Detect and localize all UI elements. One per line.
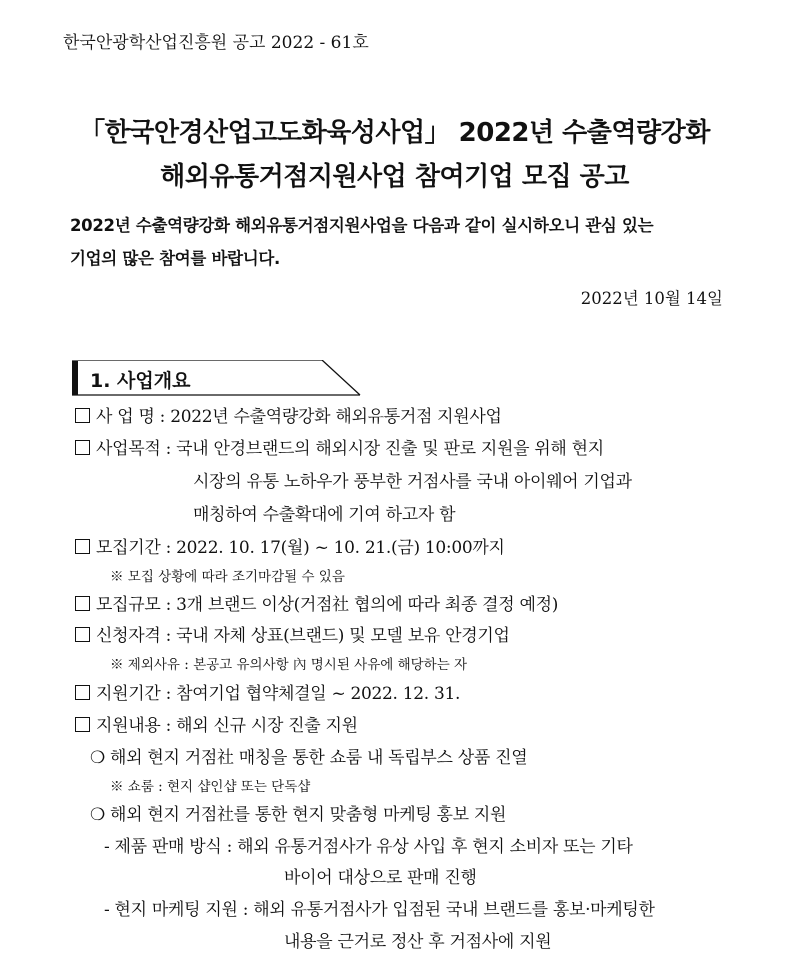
- checkbox-icon: [75, 440, 90, 455]
- project-name-label: 사 업 명 :: [96, 407, 166, 427]
- recruit-period-note: ※ 모집 상황에 따라 조기마감될 수 있음: [110, 569, 345, 585]
- support-sub-item-showroom: ❍ 해외 현지 거점社 매칭을 통한 쇼룸 내 독립부스 상품 진열: [90, 748, 528, 768]
- local-marketing-line2: 내용을 근거로 정산 후 거점사에 지원: [284, 932, 552, 952]
- document-title-line1: 「한국안경산업고도화육성사업」 2022년 수출역량강화: [79, 118, 710, 148]
- checkbox-icon: [75, 596, 90, 611]
- section-heading-label: 1. 사업개요: [90, 370, 191, 392]
- notice-number: 한국안광학산업진흥원 공고 2022 - 61호: [63, 33, 369, 53]
- item-project-name: [75, 402, 502, 427]
- checkbox-icon: [75, 627, 90, 642]
- support-sub-item-marketing: ❍ 해외 현지 거점社를 통한 현지 맞춤형 마케팅 홍보 지원: [90, 805, 507, 825]
- showroom-note: ※ 쇼룸 : 현지 샵인샵 또는 단독샵: [110, 779, 311, 795]
- section-heading-box: [72, 360, 364, 396]
- recruit-period-value: 2022. 10. 17(월) ~ 10. 21.(금) 10:00까지: [176, 538, 505, 558]
- notice-date: 2022년 10월 14일: [580, 289, 723, 308]
- checkbox-icon: [75, 717, 90, 732]
- local-marketing-line1: - 현지 마케팅 지원 : 해외 유통거점사가 입점된 국내 브랜드를 홍보·마케팅한: [104, 900, 655, 920]
- purpose-line3: 매칭하여 수출확대에 기여 하고자 함: [193, 505, 456, 525]
- item-support-period: [75, 679, 460, 704]
- support-content-value: 해외 신규 시장 진출 지원: [176, 716, 358, 736]
- intro-text-line1: 2022년 수출역량강화 해외유통거점지원사업을 다음과 같이 실시하오니 관심 있는: [70, 216, 654, 235]
- qualification-value: 국내 자체 상표(브랜드) 및 모델 보유 안경기업: [176, 626, 510, 646]
- checkbox-icon: [75, 539, 90, 554]
- qualification-label: 신청자격 :: [96, 626, 172, 646]
- item-support-content: [75, 711, 358, 736]
- purpose-line1: 국내 안경브랜드의 해외시장 진출 및 판로 지원을 위해 현지: [176, 439, 604, 459]
- purpose-line2: 시장의 유통 노하우가 풍부한 거점사를 국내 아이웨어 기업과: [193, 472, 632, 492]
- document-title-line2: 해외유통거점지원사업 참여기업 모집 공고: [160, 162, 629, 192]
- purpose-label: 사업목적 :: [96, 439, 172, 459]
- checkbox-icon: [75, 408, 90, 423]
- support-content-label: 지원내용 :: [96, 716, 172, 736]
- item-qualification: [75, 621, 510, 646]
- support-period-value: 참여기업 협약체결일 ~ 2022. 12. 31.: [176, 684, 461, 704]
- checkbox-icon: [75, 685, 90, 700]
- item-recruit-scale: [75, 590, 558, 615]
- intro-text-line2: 기업의 많은 참여를 바랍니다.: [70, 249, 280, 268]
- recruit-period-label: 모집기간 :: [96, 538, 172, 558]
- recruit-scale-value: 3개 브랜드 이상(거점社 협의에 따라 최종 결정 예정): [176, 595, 559, 615]
- project-name-value: 2022년 수출역량강화 해외유통거점 지원사업: [170, 407, 502, 427]
- item-recruit-period: [75, 533, 505, 558]
- item-purpose: [75, 434, 604, 459]
- support-period-label: 지원기간 :: [96, 684, 172, 704]
- qualification-note: ※ 제외사유 : 본공고 유의사항 內 명시된 사유에 해당하는 자: [110, 657, 468, 673]
- sales-method-line2: 바이어 대상으로 판매 진행: [284, 868, 477, 888]
- sales-method-line1: - 제품 판매 방식 : 해외 유통거점사가 유상 사입 후 현지 소비자 또는 기타: [104, 837, 633, 857]
- recruit-scale-label: 모집규모 :: [96, 595, 172, 615]
